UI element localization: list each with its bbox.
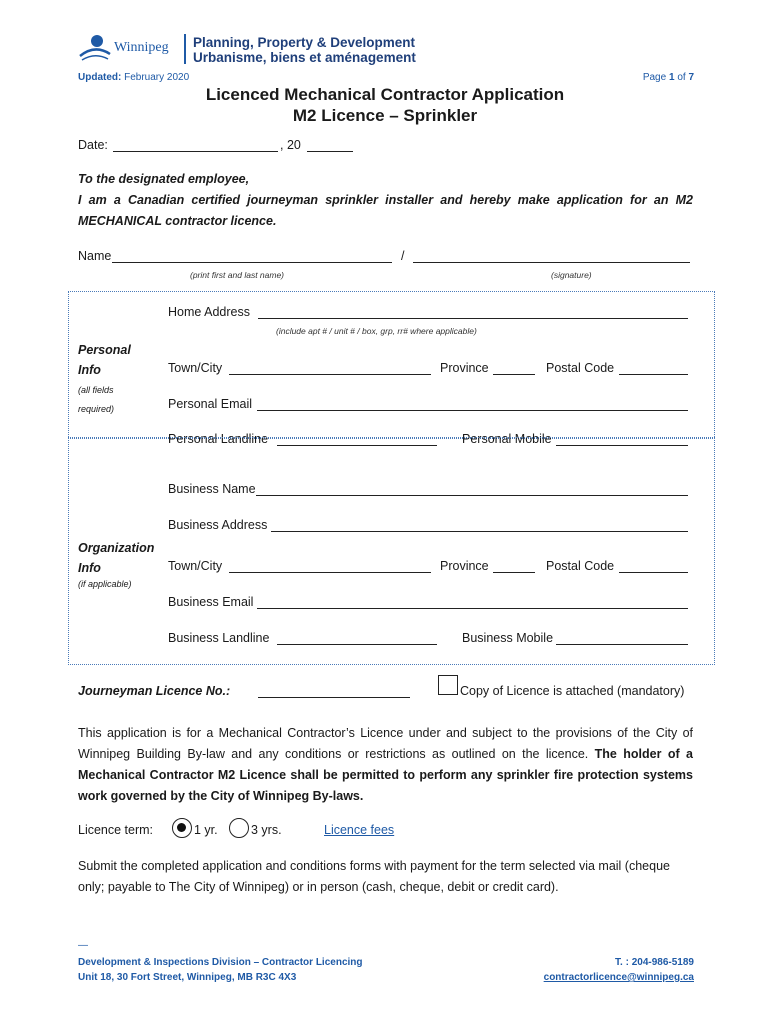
- business-address-field[interactable]: [271, 531, 688, 532]
- personal-landline-label: Personal Landline: [168, 432, 269, 446]
- business-province-label: Province: [440, 559, 489, 573]
- business-name-field[interactable]: [256, 495, 688, 496]
- intro-salutation: To the designated employee,: [78, 172, 250, 186]
- organization-section-note: (if applicable): [78, 579, 132, 589]
- page-current: 1: [668, 72, 675, 83]
- business-landline-field[interactable]: [277, 644, 437, 645]
- page-indicator: [643, 72, 694, 83]
- personal-info-section: [68, 291, 715, 439]
- home-address-label: Home Address: [168, 305, 250, 319]
- organization-title-line1: Organization: [78, 541, 155, 555]
- city-crest-icon: [78, 32, 112, 66]
- business-province-field[interactable]: [493, 572, 535, 573]
- organization-info-section: [68, 437, 715, 665]
- dept-name-fr: Urbanisme, biens et aménagement: [193, 50, 416, 65]
- business-email-field[interactable]: [257, 608, 688, 609]
- term-1yr-label: 1 yr.: [194, 823, 218, 837]
- business-landline-label: Business Landline: [168, 631, 270, 645]
- signature-field[interactable]: [413, 262, 690, 263]
- page-total: 7: [688, 72, 694, 83]
- home-address-field[interactable]: [258, 318, 688, 319]
- personal-email-field[interactable]: [257, 410, 688, 411]
- application-text-normal: This application is for a Mechanical Contractor’s Licence under and subject to the provisions of the City of Winnipeg Building By-law and any conditions or restrictions as outlined on the licence.: [78, 726, 693, 761]
- organization-section-title: [78, 538, 154, 578]
- personal-title-line1: Personal: [78, 343, 131, 357]
- date-label: Date:: [78, 138, 108, 152]
- city-name: Winnipeg: [114, 40, 169, 55]
- page-of: of: [677, 72, 686, 83]
- dept-name-en: Planning, Property & Development: [193, 35, 416, 50]
- business-postal-field[interactable]: [619, 572, 688, 573]
- submit-instructions: Submit the completed application and conditions forms with payment for the term selected via mail (cheque only; payable to The City of Winnipeg) or in person (cash, cheque, debit or credit card).: [78, 859, 670, 894]
- personal-section-title: [78, 340, 131, 380]
- name-field[interactable]: [112, 262, 392, 263]
- date-field[interactable]: [113, 151, 278, 152]
- business-mobile-field[interactable]: [556, 644, 688, 645]
- copy-attached-checkbox[interactable]: [438, 675, 458, 695]
- personal-postal-label: Postal Code: [546, 361, 615, 375]
- date-year-prefix: , 20: [280, 138, 301, 152]
- date-year-field[interactable]: [307, 151, 353, 152]
- personal-note-line2: required): [78, 404, 115, 414]
- footer-phone: T. : 204-986-5189: [615, 957, 694, 968]
- updated-value: February 2020: [124, 72, 190, 83]
- personal-town-field[interactable]: [229, 374, 431, 375]
- intro-statement: I am a Canadian certified journeyman sprinkler installer and hereby make application for an M2 MECHANICAL contractor licence.: [78, 193, 693, 228]
- personal-province-label: Province: [440, 361, 489, 375]
- signature-note: (signature): [551, 270, 592, 280]
- name-label: Name: [78, 249, 112, 263]
- logo-divider: [184, 34, 186, 64]
- updated-label: Updated:: [78, 72, 122, 83]
- name-separator: /: [401, 249, 405, 263]
- application-text-bold: The holder of a Mechanical Contractor M2 Licence shall be permitted to perform any sprinkler fire protection systems work governed by the City of Winnipeg By-laws.: [78, 747, 693, 803]
- footer-dash: —: [78, 940, 88, 951]
- personal-note-line1: (all fields: [78, 385, 114, 395]
- radio-selected-dot: [177, 823, 186, 832]
- home-address-note: (include apt # / unit # / box, grp, rr# where applicable): [276, 326, 477, 336]
- application-paragraph: [78, 723, 693, 807]
- personal-mobile-label: Personal Mobile: [462, 432, 552, 446]
- term-3yr-radio[interactable]: [229, 818, 249, 838]
- personal-town-label: Town/City: [168, 361, 223, 375]
- business-email-label: Business Email: [168, 595, 254, 609]
- form-subtitle: M2 Licence – Sprinkler: [292, 106, 478, 125]
- journeyman-licence-field[interactable]: [258, 697, 410, 698]
- business-name-label: Business Name: [168, 482, 256, 496]
- business-postal-label: Postal Code: [546, 559, 615, 573]
- page-prefix: Page: [642, 72, 667, 83]
- licence-term-label: Licence term:: [78, 823, 154, 837]
- business-address-label: Business Address: [168, 518, 268, 532]
- updated-date: [78, 72, 189, 83]
- business-town-field[interactable]: [229, 572, 431, 573]
- business-mobile-label: Business Mobile: [462, 631, 554, 645]
- term-1yr-radio[interactable]: [172, 818, 192, 838]
- copy-attached-label: Copy of Licence is attached (mandatory): [460, 684, 685, 698]
- personal-section-note: [78, 381, 114, 419]
- personal-title-line2: Info: [78, 363, 101, 377]
- footer-address: Unit 18, 30 Fort Street, Winnipeg, MB R3C 4X3: [78, 972, 297, 983]
- business-town-label: Town/City: [168, 559, 223, 573]
- footer-division: Development & Inspections Division – Contractor Licencing: [78, 957, 363, 968]
- print-name-note: (print first and last name): [190, 270, 285, 280]
- footer-email-link[interactable]: contractorlicence@winnipeg.ca: [543, 972, 694, 983]
- form-title: Licenced Mechanical Contractor Application: [205, 85, 565, 104]
- personal-province-field[interactable]: [493, 374, 535, 375]
- personal-postal-field[interactable]: [619, 374, 688, 375]
- organization-title-line2: Info: [78, 561, 101, 575]
- personal-email-label: Personal Email: [168, 397, 253, 411]
- city-logo: [78, 30, 188, 66]
- licence-fees-link[interactable]: Licence fees: [324, 823, 395, 837]
- journeyman-licence-label: Journeyman Licence No.:: [78, 684, 231, 698]
- term-3yr-label: 3 yrs.: [251, 823, 282, 837]
